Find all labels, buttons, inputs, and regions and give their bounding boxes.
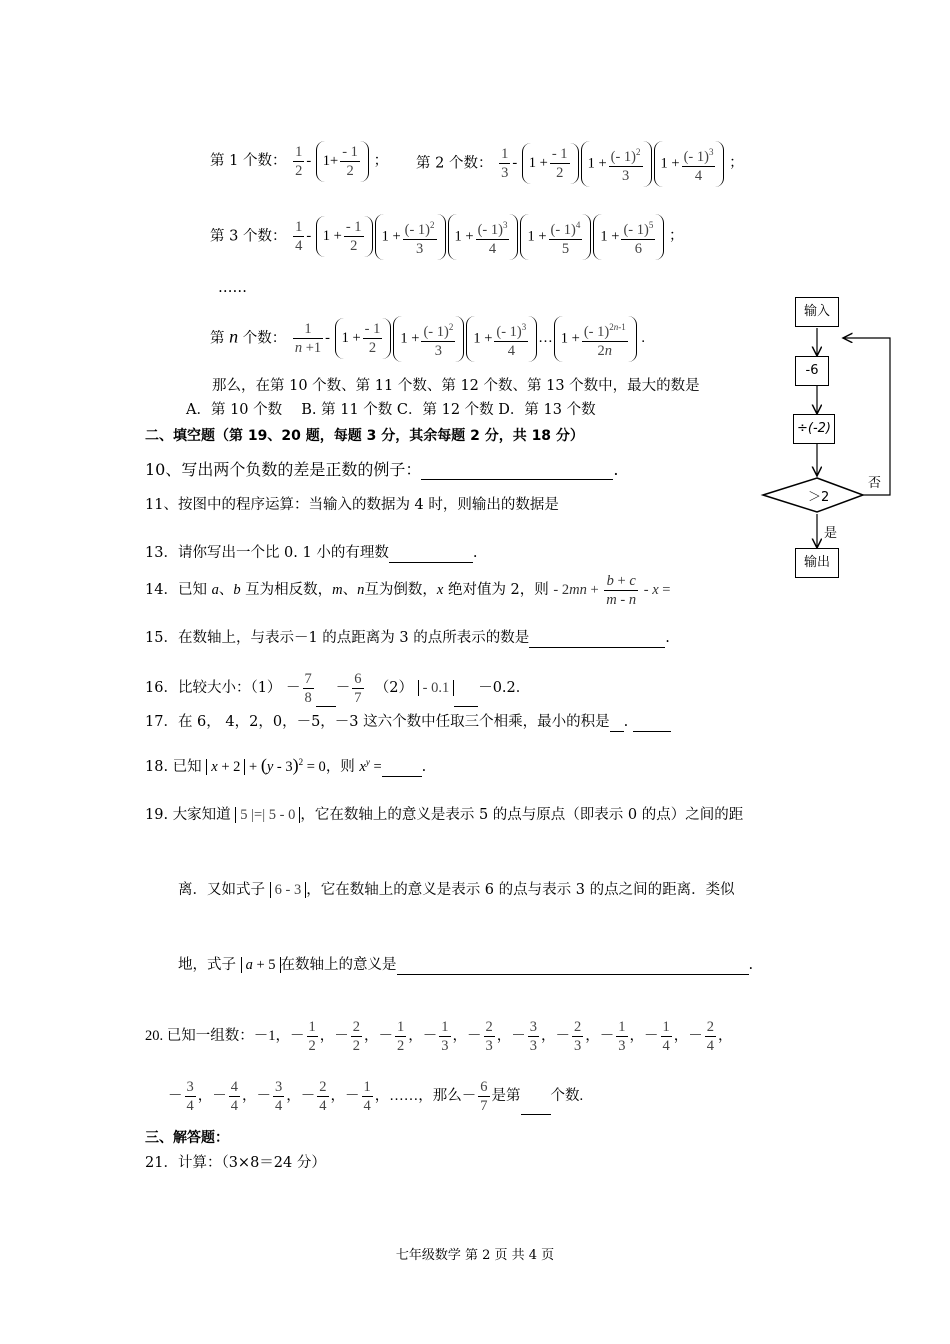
sequence-item-2: 第 2 个数： $\frac{1}{3}$ - 1 + $\frac{- 1}{2}$ 1 + $\frac{(- 1)^2}{3}$ 1 + $\frac{(- 1)^3}{4}$ ； [416, 141, 744, 187]
sequence-ellipsis: …… [218, 280, 247, 296]
answer-blank[interactable] [521, 1098, 551, 1115]
flowchart-condition-label: ＞2 [808, 490, 830, 505]
question-10: 10、写出两个负数的差是正数的例子： . [145, 460, 619, 479]
question-13: 13．请你写出一个比 0. 1 小的有理数 . [145, 545, 478, 561]
section2-title: 二、填空题（第 19、20 题，每题 3 分，其余每题 2 分，共 18 分） [145, 428, 584, 444]
question-19-line3: 地，式子 a + 5 在数轴上的意义是 . [178, 957, 754, 973]
answer-blank[interactable] [397, 958, 749, 975]
flowchart-step2-box: ÷(-2) [793, 414, 835, 444]
answer-blank[interactable] [389, 544, 473, 563]
answer-blank[interactable] [316, 692, 336, 707]
flowchart-no-label: 否 [868, 476, 882, 491]
flowchart-output-box: 输出 [795, 548, 839, 578]
question-19-line1: 19. 大家知道 5 |=| 5 - 0 ，它在数轴上的意义是表示 5 的点与原点（即表示 0 的点）之间的距 [145, 807, 744, 823]
section3-title: 三、解答题： [145, 1130, 229, 1146]
answer-blank[interactable] [529, 629, 665, 648]
sequence-item-3: 第 3 个数： $\frac{1}{4}$ - 1 + $\frac{- 1}{2}$ 1 + $\frac{(- 1)^2}{3}$ 1 + $\frac{(- 1)^3}{4}$ 1 + $\frac{(- 1)^4}{5}$ 1 + $\frac{(- 1)^5}{6}$ ； [210, 214, 683, 260]
answer-blank[interactable] [633, 713, 671, 732]
flowchart-yes-label: 是 [824, 526, 838, 541]
question-20-line2: － $\frac{3}{4}$ ，－ $\frac{4}{4}$ ，－ $\frac{3}{4}$ ，－ $\frac{2}{4}$ ，－ $\frac{1}{4}$ ，……，那么－ $\frac{6}{7}$ 是第 个数. [168, 1079, 584, 1114]
sequence-item-n: 第 n 个数： $\frac{1}{n +1}$ - 1 + $\frac{- 1}{2}$ 1 + $\frac{(- 1)^2}{3}$ 1 + $\frac{(- 1)^3}{4}$ … 1 + $\frac{(- 1)^{2n-1}}{2n}$ . [210, 316, 645, 362]
question-15: 15．在数轴上，与表示－1 的点距离为 3 的点所表示的数是 . [145, 630, 670, 646]
sequence-options: A．第 10 个数 B. 第 11 个数 C．第 12 个数 D．第 13 个数 [186, 402, 596, 418]
page-footer: 七年级数学 第 2 页 共 4 页 [395, 1248, 555, 1263]
answer-blank[interactable] [382, 766, 422, 777]
sequence-item-1: 第 1 个数： $\frac{1}{2}$ - 1+ $\frac{- 1}{2}$ ； [210, 141, 388, 182]
flowchart-input-box: 输入 [795, 297, 839, 327]
sequence-question: 那么，在第 10 个数、第 11 个数、第 12 个数、第 13 个数中，最大的数是 [212, 378, 700, 394]
question-21: 21．计算：（3×8＝24 分） [145, 1155, 326, 1171]
answer-blank[interactable] [454, 692, 478, 707]
answer-blank[interactable] [610, 713, 624, 732]
question-17: 17．在 6， 4，2，0，－5，－3 这六个数中任取三个相乘，最小的积是 . [145, 712, 671, 732]
question-19-line2: 离．又如式子 6 - 3 ，它在数轴上的意义是表示 6 的点与表示 3 的点之间的距离．类似 [178, 882, 735, 898]
question-11: 11、按图中的程序运算：当输入的数据为 4 时，则输出的数据是 [145, 497, 559, 513]
question-14: 14．已知 a、b 互为相反数，m、n互为倒数，x 绝对值为 2，则 - 2mn + $\frac{b + c}{m - n}$ - x = [145, 573, 671, 608]
question-18: 18. 已知 x + 2 + (y - 3)$^2$ = 0，则 $x^y$ = . [145, 754, 427, 775]
flowchart-step1-box: -6 [795, 356, 829, 386]
question-16: 16．比较大小：（1） － $\frac{7}{8}$ － $\frac{6}{7}$ （2） - 0.1 －0.2． [145, 671, 531, 706]
question-20-line1: 20. 已知一组数：－1，－ $\frac{1}{2}$ ，－ $\frac{2}{2}$ ，－ $\frac{1}{2}$ ，－ $\frac{1}{3}$ ，－ $\frac{2}{3}$ ，－ $\frac{3}{3}$ ，－ $\frac{2}{3}$ ，－ $\frac{1}{3}$ ，－ $\frac{1}{4}$ ，－ $\frac{2}{4}$ ， [145, 1019, 733, 1054]
answer-blank[interactable] [421, 461, 613, 480]
